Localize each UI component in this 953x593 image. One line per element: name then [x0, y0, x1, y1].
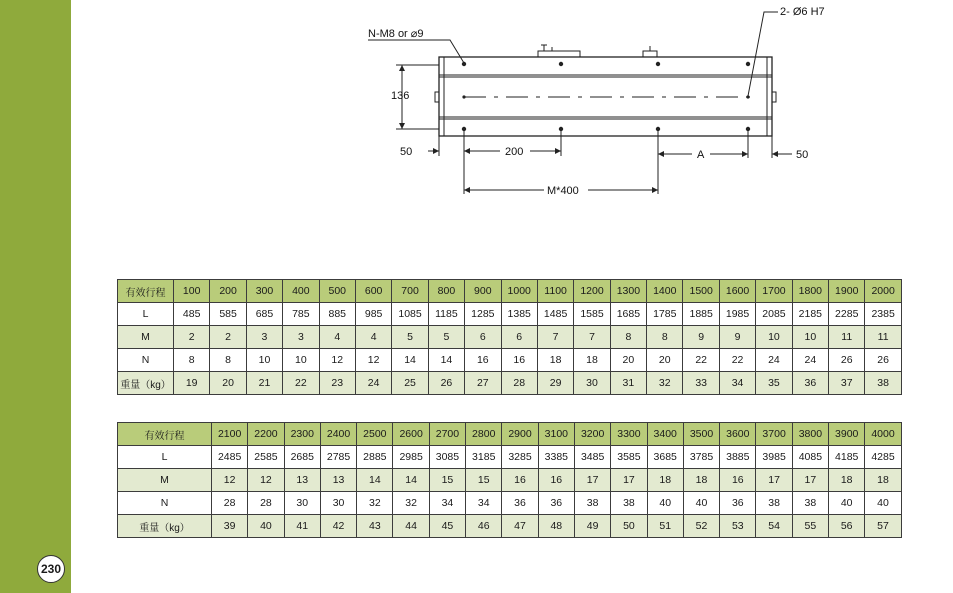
table-cell: 34 — [466, 492, 502, 515]
table-cell: 27 — [465, 372, 501, 395]
table-cell: 2 — [210, 326, 246, 349]
table-cell: 6 — [465, 326, 501, 349]
pitch-dim-label: 200 — [505, 146, 524, 158]
table-cell: 31 — [610, 372, 646, 395]
spec-table-2-body — [118, 423, 902, 538]
table-cell: 1585 — [574, 303, 610, 326]
table-cell: 2200 — [248, 423, 284, 446]
table-cell: 1185 — [428, 303, 464, 326]
table-cell: 38 — [865, 372, 901, 395]
table-cell: 1385 — [501, 303, 537, 326]
table-cell: 30 — [284, 492, 320, 515]
table-cell: 3185 — [466, 446, 502, 469]
row-header: 有效行程 — [118, 423, 212, 446]
table-cell: 22 — [683, 349, 719, 372]
stroke-row — [118, 280, 902, 303]
table-cell: 30 — [320, 492, 356, 515]
table-cell: 43 — [357, 515, 393, 538]
table-cell: 8 — [174, 349, 210, 372]
table-cell: 13 — [320, 469, 356, 492]
table-cell: 44 — [393, 515, 429, 538]
table-cell: 1300 — [610, 280, 646, 303]
table-cell: 40 — [248, 515, 284, 538]
span-dim-label: M*400 — [547, 185, 579, 197]
table-cell: 16 — [502, 469, 538, 492]
table-cell: 11 — [865, 326, 901, 349]
table-cell: 17 — [756, 469, 792, 492]
row-header: L — [118, 446, 212, 469]
table-cell: 2385 — [865, 303, 901, 326]
table-cell: 9 — [683, 326, 719, 349]
table-cell: 12 — [319, 349, 355, 372]
sidebar-band — [0, 0, 71, 593]
table-cell: 3300 — [611, 423, 647, 446]
table-cell: 18 — [574, 349, 610, 372]
table-cell: 100 — [174, 280, 210, 303]
weight-row — [118, 372, 902, 395]
table-cell: 3400 — [647, 423, 683, 446]
stroke-row — [118, 423, 902, 446]
table-cell: 985 — [355, 303, 391, 326]
table-cell: 51 — [647, 515, 683, 538]
table-cell: 45 — [429, 515, 465, 538]
table-cell: 20 — [647, 349, 683, 372]
right-end-dim-label: 50 — [796, 149, 809, 161]
table-cell: 1200 — [574, 280, 610, 303]
table-cell: 16 — [501, 349, 537, 372]
table-cell: 3485 — [574, 446, 610, 469]
table-cell: 900 — [465, 280, 501, 303]
spec-table-1 — [117, 279, 902, 395]
table-cell: 500 — [319, 280, 355, 303]
table-cell: 18 — [647, 469, 683, 492]
table-cell: 2900 — [502, 423, 538, 446]
table-cell: 2300 — [284, 423, 320, 446]
table-cell: 38 — [574, 492, 610, 515]
table-cell: 2885 — [357, 446, 393, 469]
table-cell: 56 — [829, 515, 865, 538]
table-cell: 1985 — [719, 303, 755, 326]
table-cell: 30 — [574, 372, 610, 395]
table-cell: 2285 — [829, 303, 865, 326]
table-cell: 2185 — [792, 303, 828, 326]
table-cell: 20 — [210, 372, 246, 395]
table-cell: 2985 — [393, 446, 429, 469]
table-cell: 55 — [792, 515, 828, 538]
table-cell: 1000 — [501, 280, 537, 303]
table-cell: 40 — [865, 492, 901, 515]
table-cell: 34 — [719, 372, 755, 395]
table-cell: 14 — [393, 469, 429, 492]
table-cell: 2585 — [248, 446, 284, 469]
table-cell: 10 — [283, 349, 319, 372]
table-cell: 1785 — [647, 303, 683, 326]
table-cell: 1400 — [647, 280, 683, 303]
table-cell: 3385 — [538, 446, 574, 469]
row-header: 有效行程 — [118, 280, 174, 303]
table-cell: 1100 — [537, 280, 573, 303]
table-cell: 585 — [210, 303, 246, 326]
table-cell: 1085 — [392, 303, 428, 326]
row-header: M — [118, 326, 174, 349]
row-header: L — [118, 303, 174, 326]
table-cell: 3900 — [829, 423, 865, 446]
table-cell: 16 — [465, 349, 501, 372]
table-cell: 3700 — [756, 423, 792, 446]
table-cell: 47 — [502, 515, 538, 538]
table-cell: 49 — [574, 515, 610, 538]
table-cell: 38 — [756, 492, 792, 515]
table-cell: 1800 — [792, 280, 828, 303]
m-row — [118, 469, 902, 492]
table-cell: 5 — [428, 326, 464, 349]
table-cell: 38 — [611, 492, 647, 515]
spec-table-2 — [117, 422, 902, 538]
table-cell: 1700 — [756, 280, 792, 303]
table-cell: 3 — [283, 326, 319, 349]
table-cell: 785 — [283, 303, 319, 326]
table-cell: 40 — [683, 492, 719, 515]
table-cell: 700 — [392, 280, 428, 303]
table-cell: 24 — [756, 349, 792, 372]
table-cell: 2000 — [865, 280, 901, 303]
page-number: 230 — [37, 555, 65, 583]
table-cell: 10 — [792, 326, 828, 349]
table-cell: 16 — [720, 469, 756, 492]
table-cell: 1600 — [719, 280, 755, 303]
table-cell: 36 — [502, 492, 538, 515]
table-cell: 485 — [174, 303, 210, 326]
table-cell: 57 — [865, 515, 901, 538]
table-cell: 10 — [246, 349, 282, 372]
row-header: N — [118, 349, 174, 372]
table-cell: 23 — [319, 372, 355, 395]
table-cell: 3785 — [683, 446, 719, 469]
table-cell: 36 — [792, 372, 828, 395]
table-cell: 36 — [538, 492, 574, 515]
table-cell: 4000 — [865, 423, 901, 446]
table-cell: 3500 — [683, 423, 719, 446]
table-cell: 3 — [246, 326, 282, 349]
table-cell: 7 — [537, 326, 573, 349]
row-header: M — [118, 469, 212, 492]
table-cell: 18 — [829, 469, 865, 492]
table-cell: 3285 — [502, 446, 538, 469]
table-cell: 54 — [756, 515, 792, 538]
table-cell: 1885 — [683, 303, 719, 326]
table-cell: 885 — [319, 303, 355, 326]
table-cell: 4085 — [792, 446, 828, 469]
row-header: N — [118, 492, 212, 515]
table-cell: 40 — [829, 492, 865, 515]
table-cell: 22 — [719, 349, 755, 372]
table-cell: 10 — [756, 326, 792, 349]
spec-table-1-body — [118, 280, 902, 395]
l-row — [118, 446, 902, 469]
table-cell: 300 — [246, 280, 282, 303]
table-cell: 400 — [283, 280, 319, 303]
table-cell: 32 — [357, 492, 393, 515]
table-cell: 2700 — [429, 423, 465, 446]
table-cell: 41 — [284, 515, 320, 538]
table-cell: 17 — [574, 469, 610, 492]
table-cell: 32 — [393, 492, 429, 515]
table-cell: 12 — [248, 469, 284, 492]
table-cell: 37 — [829, 372, 865, 395]
row-header: 重量（kg） — [118, 515, 212, 538]
table-cell: 3085 — [429, 446, 465, 469]
table-cell: 2100 — [212, 423, 248, 446]
n-row — [118, 349, 902, 372]
table-cell: 8 — [210, 349, 246, 372]
table-cell: 4185 — [829, 446, 865, 469]
table-cell: 17 — [611, 469, 647, 492]
table-cell: 34 — [429, 492, 465, 515]
table-cell: 29 — [537, 372, 573, 395]
table-cell: 18 — [537, 349, 573, 372]
table-cell: 52 — [683, 515, 719, 538]
table-cell: 3800 — [792, 423, 828, 446]
table-cell: 12 — [355, 349, 391, 372]
table-cell: 25 — [392, 372, 428, 395]
table-cell: 32 — [647, 372, 683, 395]
table-cell: 3200 — [574, 423, 610, 446]
table-cell: 13 — [284, 469, 320, 492]
table-cell: 4285 — [865, 446, 901, 469]
table-cell: 2785 — [320, 446, 356, 469]
m-row — [118, 326, 902, 349]
table-cell: 2800 — [466, 423, 502, 446]
table-cell: 26 — [829, 349, 865, 372]
table-cell: 24 — [792, 349, 828, 372]
table-cell: 3100 — [538, 423, 574, 446]
table-cell: 600 — [355, 280, 391, 303]
table-cell: 8 — [647, 326, 683, 349]
table-cell: 14 — [357, 469, 393, 492]
table-cell: 1500 — [683, 280, 719, 303]
table-cell: 15 — [466, 469, 502, 492]
table-cell: 26 — [865, 349, 901, 372]
table-cell: 3600 — [720, 423, 756, 446]
table-cell: 1685 — [610, 303, 646, 326]
table-cell: 36 — [720, 492, 756, 515]
table-cell: 15 — [429, 469, 465, 492]
left-end-dim-label: 50 — [400, 146, 413, 158]
table-cell: 4 — [319, 326, 355, 349]
pin-note-label: 2- Ø6 H7 — [780, 6, 825, 18]
table-cell: 18 — [865, 469, 901, 492]
table-cell: 2485 — [212, 446, 248, 469]
table-cell: 800 — [428, 280, 464, 303]
table-cell: 19 — [174, 372, 210, 395]
table-cell: 26 — [428, 372, 464, 395]
table-cell: 3585 — [611, 446, 647, 469]
table-cell: 14 — [392, 349, 428, 372]
table-cell: 1285 — [465, 303, 501, 326]
table-cell: 2085 — [756, 303, 792, 326]
table-cell: 39 — [212, 515, 248, 538]
table-cell: 33 — [683, 372, 719, 395]
table-cell: 28 — [501, 372, 537, 395]
table-cell: 16 — [538, 469, 574, 492]
table-cell: 53 — [720, 515, 756, 538]
table-cell: 2600 — [393, 423, 429, 446]
table-cell: 50 — [611, 515, 647, 538]
table-cell: 6 — [501, 326, 537, 349]
table-cell: 2685 — [284, 446, 320, 469]
table-cell: 38 — [792, 492, 828, 515]
table-cell: 28 — [212, 492, 248, 515]
table-cell: 28 — [248, 492, 284, 515]
table-cell: 21 — [246, 372, 282, 395]
table-cell: 4 — [355, 326, 391, 349]
table-cell: 22 — [283, 372, 319, 395]
l-row — [118, 303, 902, 326]
table-cell: 2 — [174, 326, 210, 349]
table-cell: 685 — [246, 303, 282, 326]
table-cell: 7 — [574, 326, 610, 349]
table-cell: 2500 — [357, 423, 393, 446]
a-dim-label: A — [697, 149, 705, 161]
height-dim-label: 136 — [391, 90, 410, 102]
weight-row — [118, 515, 902, 538]
table-cell: 3885 — [720, 446, 756, 469]
table-cell: 46 — [466, 515, 502, 538]
table-cell: 20 — [610, 349, 646, 372]
table-cell: 9 — [719, 326, 755, 349]
table-cell: 11 — [829, 326, 865, 349]
table-cell: 12 — [212, 469, 248, 492]
table-cell: 14 — [428, 349, 464, 372]
n-row — [118, 492, 902, 515]
table-cell: 40 — [647, 492, 683, 515]
table-cell: 1485 — [537, 303, 573, 326]
table-cell: 1900 — [829, 280, 865, 303]
table-cell: 48 — [538, 515, 574, 538]
table-cell: 5 — [392, 326, 428, 349]
row-header: 重量（kg） — [118, 372, 174, 395]
table-cell: 17 — [792, 469, 828, 492]
dimension-drawing — [360, 0, 840, 205]
table-cell: 3685 — [647, 446, 683, 469]
table-cell: 2400 — [320, 423, 356, 446]
table-cell: 42 — [320, 515, 356, 538]
table-cell: 24 — [355, 372, 391, 395]
table-cell: 200 — [210, 280, 246, 303]
table-cell: 18 — [683, 469, 719, 492]
table-cell: 3985 — [756, 446, 792, 469]
hole-note-label: N-M8 or ⌀9 — [368, 28, 424, 40]
table-cell: 8 — [610, 326, 646, 349]
table-cell: 35 — [756, 372, 792, 395]
